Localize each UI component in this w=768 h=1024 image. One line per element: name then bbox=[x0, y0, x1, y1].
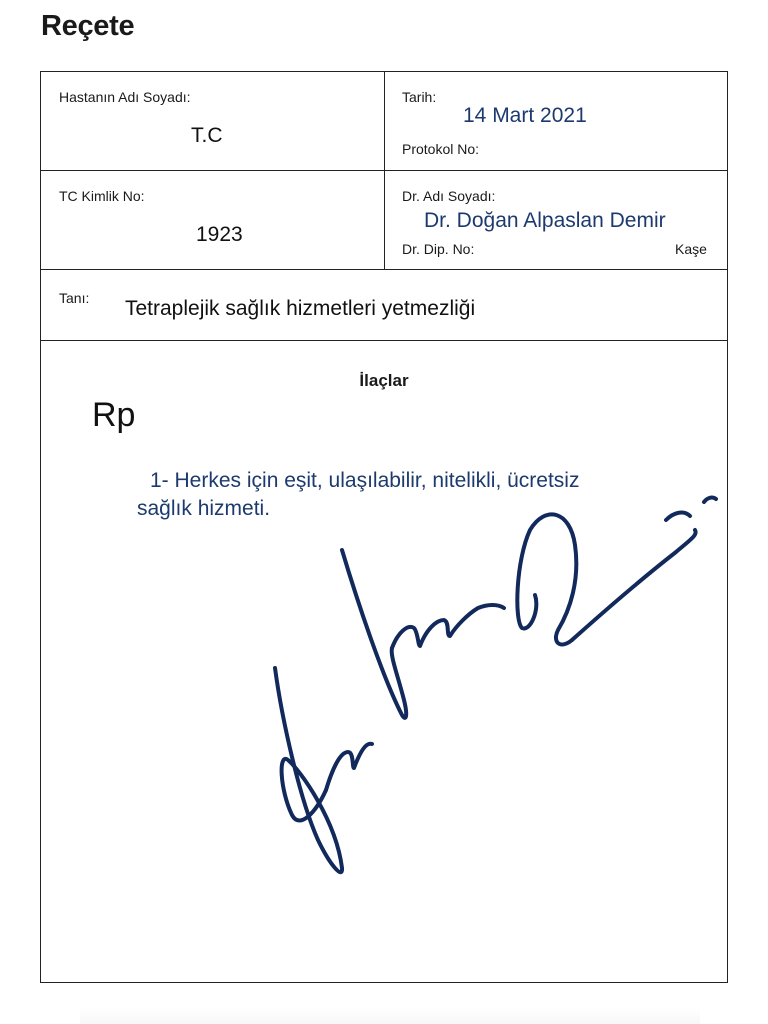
medication-line-1: 1- Herkes için eşit, ulaşılabilir, nitelikli, ücretsiz bbox=[150, 469, 580, 492]
rp-mark: Rp bbox=[92, 396, 136, 434]
patient-name-value: T.C bbox=[191, 124, 223, 147]
medication-line-2: sağlık hizmeti. bbox=[137, 497, 271, 520]
medications-heading: İlaçlar bbox=[359, 371, 409, 390]
stamp-label: Kaşe bbox=[675, 241, 707, 257]
patient-name-label: Hastanın Adı Soyadı: bbox=[59, 89, 191, 105]
doctor-name-label: Dr. Adı Soyadı: bbox=[402, 188, 496, 204]
diagnosis-label: Tanı: bbox=[59, 290, 90, 306]
page-edge-shadow bbox=[80, 1008, 700, 1024]
diagnosis-value: Tetraplejik sağlık hizmetleri yetmezliği bbox=[125, 297, 476, 320]
tc-id-label: TC Kimlik No: bbox=[59, 188, 145, 204]
protocol-label: Protokol No: bbox=[402, 141, 480, 157]
tc-id-value: 1923 bbox=[196, 223, 243, 246]
date-label: Tarih: bbox=[402, 89, 437, 105]
date-value: 14 Mart 2021 bbox=[463, 104, 587, 127]
page-title: Reçete bbox=[41, 10, 135, 42]
diploma-no-label: Dr. Dip. No: bbox=[402, 241, 475, 257]
doctor-name-value: Dr. Doğan Alpaslan Demir bbox=[424, 209, 666, 232]
